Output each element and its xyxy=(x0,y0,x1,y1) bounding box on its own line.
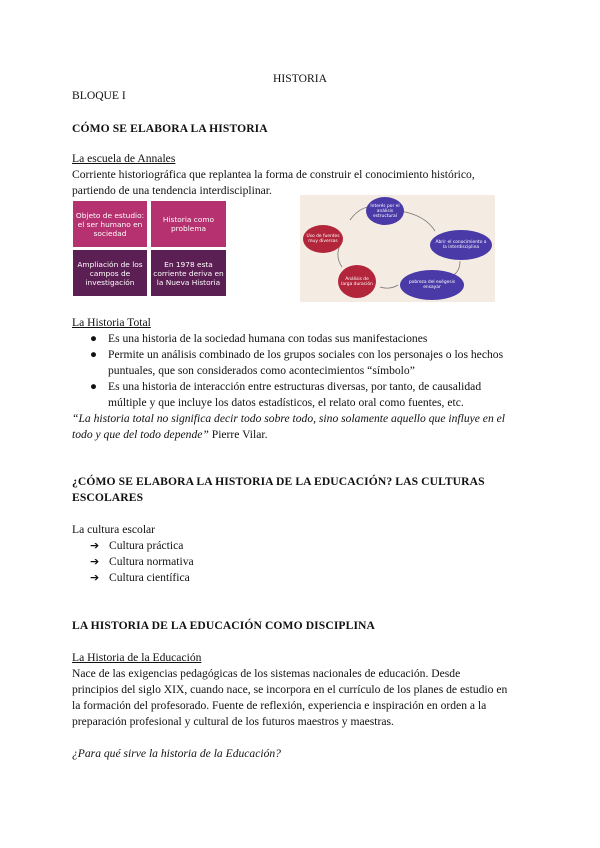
culturas-list xyxy=(72,538,372,586)
cycle-arrow xyxy=(338,245,342,267)
bullet-icon: ● xyxy=(90,332,98,345)
annales-cycle-figure xyxy=(300,195,495,302)
paragraph-line: Nace de las exigencias pedagógicas de los sistemas nacionales de educación. Desde xyxy=(72,667,461,680)
grid-box-ampliacion: Ampliación de los campos de investigación xyxy=(73,250,147,296)
list-item: ● Es una historia de interacción entre estructuras diversas, por tanto, de causalidad múltiple y que incluye los datos estadísticos, el relato oral como fuentes, etc. xyxy=(90,380,482,409)
list-item: ➔ Cultura científica xyxy=(90,571,190,584)
list-item: ➔ Cultura práctica xyxy=(90,539,184,552)
section-heading-culturas: ¿CÓMO SE ELABORA LA HISTORIA DE LA EDUCACIÓN? LAS CULTURAS xyxy=(72,475,485,488)
cycle-node-right: Abrir el conocimiento a la interdisciplina xyxy=(430,230,492,260)
cycle-node-left: Uso de fuentes muy diversas xyxy=(303,225,343,253)
list-item: ● Permite un análisis combinado de los grupos sociales con los personajes o los hechos puntuales, que son considerados como acontecimientos “símbolo” xyxy=(90,348,504,377)
list-item: ● Es una historia de la sociedad humana con todas sus manifestaciones xyxy=(90,332,428,345)
historia-total-list xyxy=(72,331,532,411)
paragraph-line: principios del siglo XIX, cuando nace, se incorpora en el currículo de los planes de estudio en xyxy=(72,683,508,696)
bullet-icon: ● xyxy=(90,348,98,361)
historia-total-title: La Historia Total xyxy=(72,316,151,329)
block-label: BLOQUE I xyxy=(72,89,126,102)
quote-line-2: todo y que del todo depende” Pierre Vilar. xyxy=(72,428,268,441)
cycle-node-bottom-right: pobreza del exégesis ensayar xyxy=(400,270,464,300)
quote-author: Pierre Vilar. xyxy=(208,428,268,441)
cultura-escolar-intro: La cultura escolar xyxy=(72,523,156,536)
section-heading-culturas-2: ESCOLARES xyxy=(72,491,144,504)
historia-educacion-title: La Historia de la Educación xyxy=(72,651,202,664)
cycle-arrow xyxy=(380,285,398,288)
paragraph-line: preparación profesional y cultural de los futuros maestros y maestras. xyxy=(72,715,394,728)
document-title: HISTORIA xyxy=(273,72,327,85)
annales-line-1: Corriente historiográfica que replantea la forma de construir el conocimiento histórico, xyxy=(72,168,475,181)
section-heading-elabora: CÓMO SE ELABORA LA HISTORIA xyxy=(72,122,268,135)
arrow-right-icon: ➔ xyxy=(90,555,100,568)
annales-line-2: partiendo de una tendencia interdisciplinar. xyxy=(72,184,272,197)
arrow-right-icon: ➔ xyxy=(90,571,100,584)
cycle-node-bottom-left: Análisis de larga duración xyxy=(338,265,376,298)
closing-question: ¿Para qué sirve la historia de la Educación? xyxy=(72,747,281,760)
annales-title: La escuela de Annales xyxy=(72,152,176,165)
grid-box-nueva-historia: En 1978 esta corriente deriva en la Nueva Historia xyxy=(151,250,226,296)
arrow-right-icon: ➔ xyxy=(90,539,100,552)
cycle-arrow xyxy=(400,211,435,231)
section-heading-disciplina: LA HISTORIA DE LA EDUCACIÓN COMO DISCIPLINA xyxy=(72,619,376,632)
bullet-icon: ● xyxy=(90,380,98,393)
paragraph-line: la formación del profesorado. Fuente de reflexión, experiencia e inspiración en orden a la xyxy=(72,699,487,712)
grid-box-objeto: Objeto de estudio: el ser humano en sociedad xyxy=(73,201,147,247)
cycle-node-top: Interés por el análisis estructural xyxy=(366,197,404,225)
list-item: ➔ Cultura normativa xyxy=(90,555,194,568)
quote-line-1: “La historia total no significa decir todo sobre todo, sino solamente aquello que influye en el xyxy=(72,412,506,425)
grid-box-problema: Historia como problema xyxy=(151,201,226,247)
